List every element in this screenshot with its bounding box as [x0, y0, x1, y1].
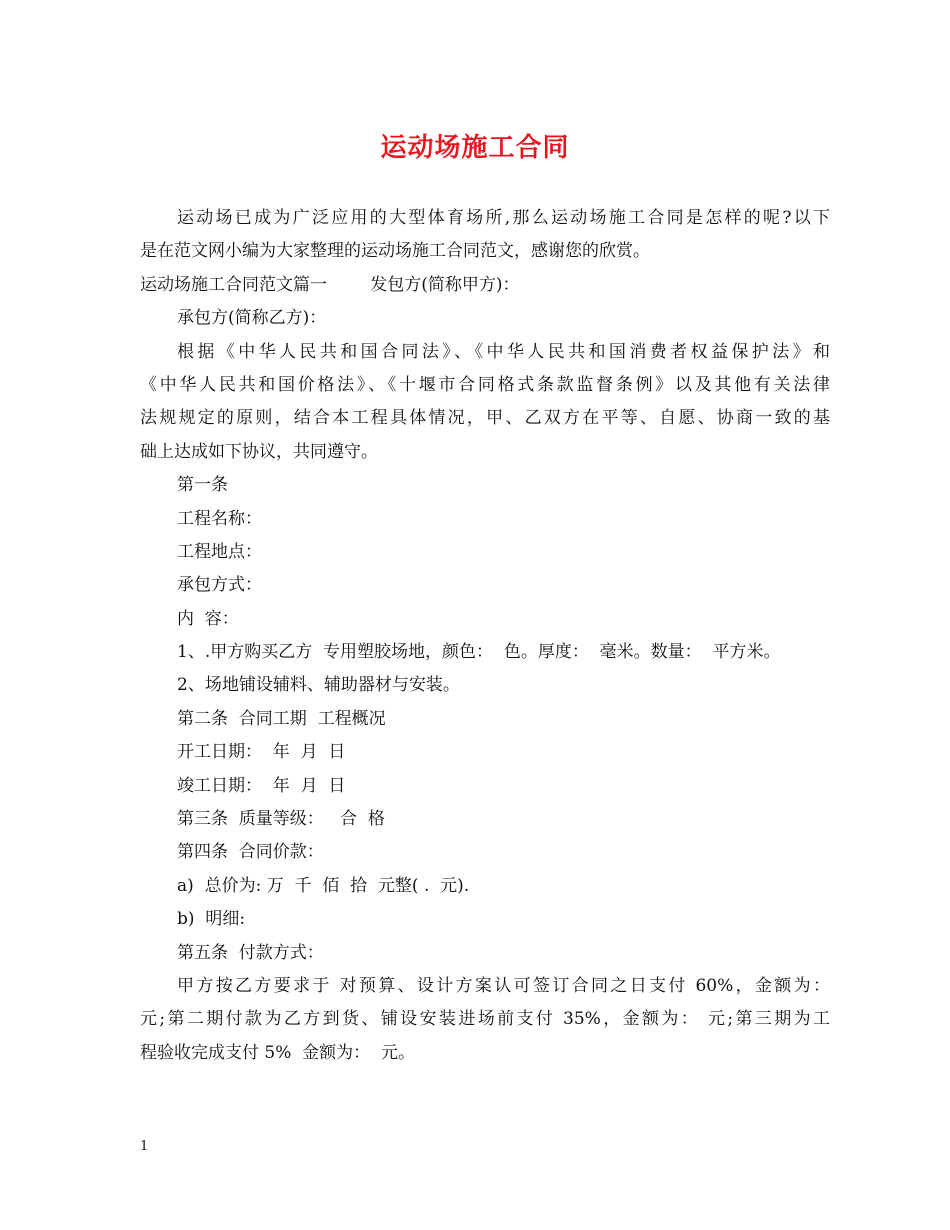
payment-terms-line-2: 元;第二期付款为乙方到货、铺设安装进场前支付 35%，金额为： 元;第三期为工	[140, 1009, 830, 1030]
legal-basis-line-4: 础上达成如下协议，共同遵守。	[140, 441, 378, 462]
document-title: 运动场施工合同	[380, 133, 570, 163]
article-two-heading: 第二条 合同工期 工程概况	[177, 708, 386, 729]
intro-paragraph-line-2: 是在范文网小编为大家整理的运动场施工合同范文，感谢您的欣赏。	[140, 241, 650, 262]
content-heading-line: 内 容：	[177, 608, 239, 629]
page-number: 1	[140, 1139, 149, 1154]
legal-basis-line-2: 《中华人民共和国价格法》、《十堰市合同格式条款监督条例》以及其他有关法律	[140, 374, 830, 395]
legal-basis-line-3: 法规规定的原则，结合本工程具体情况，甲、乙双方在平等、自愿、协商一致的基	[140, 408, 830, 429]
intro-paragraph-line-1: 运动场已成为广泛应用的大型体育场所,那么运动场施工合同是怎样的呢?以下	[177, 208, 830, 228]
contractor-party-line: 承包方(简称乙方)：	[177, 308, 327, 329]
completion-date-line: 竣工日期： 年 月 日	[177, 775, 346, 796]
legal-basis-line-1: 根据《中华人民共和国合同法》、《中华人民共和国消费者权益保护法》和	[177, 341, 830, 362]
project-location-line: 工程地点：	[177, 541, 262, 562]
article-four-heading: 第四条 合同价款：	[177, 842, 324, 863]
payment-terms-line-1: 甲方按乙方要求于 对预算、设计方案认可签订合同之日支付 60%，金额为：	[177, 975, 830, 996]
project-name-line: 工程名称：	[177, 508, 262, 529]
content-item-1: 1、.甲方购买乙方 专用塑胶场地，颜色： 色。厚度： 毫米。数量： 平方米。	[177, 642, 781, 663]
content-item-2: 2、场地铺设辅料、辅助器材与安装。	[177, 675, 460, 696]
price-details-line: b) 明细:	[177, 909, 246, 930]
start-date-line: 开工日期： 年 月 日	[177, 742, 346, 763]
article-one-heading: 第一条	[177, 475, 228, 496]
payment-terms-line-3: 程验收完成支付 5% 金额为： 元。	[140, 1042, 415, 1063]
total-price-line: a) 总价为: 万 千 佰 拾 元整( . 元).	[177, 875, 470, 896]
article-three-quality-line: 第三条 质量等级： 合 格	[177, 809, 385, 830]
article-five-heading: 第五条 付款方式：	[177, 942, 324, 963]
contract-method-line: 承包方式：	[177, 575, 262, 596]
sample-heading-line: 运动场施工合同范文篇一 发包方(简称甲方)：	[140, 274, 520, 295]
document-body	[140, 202, 830, 1070]
